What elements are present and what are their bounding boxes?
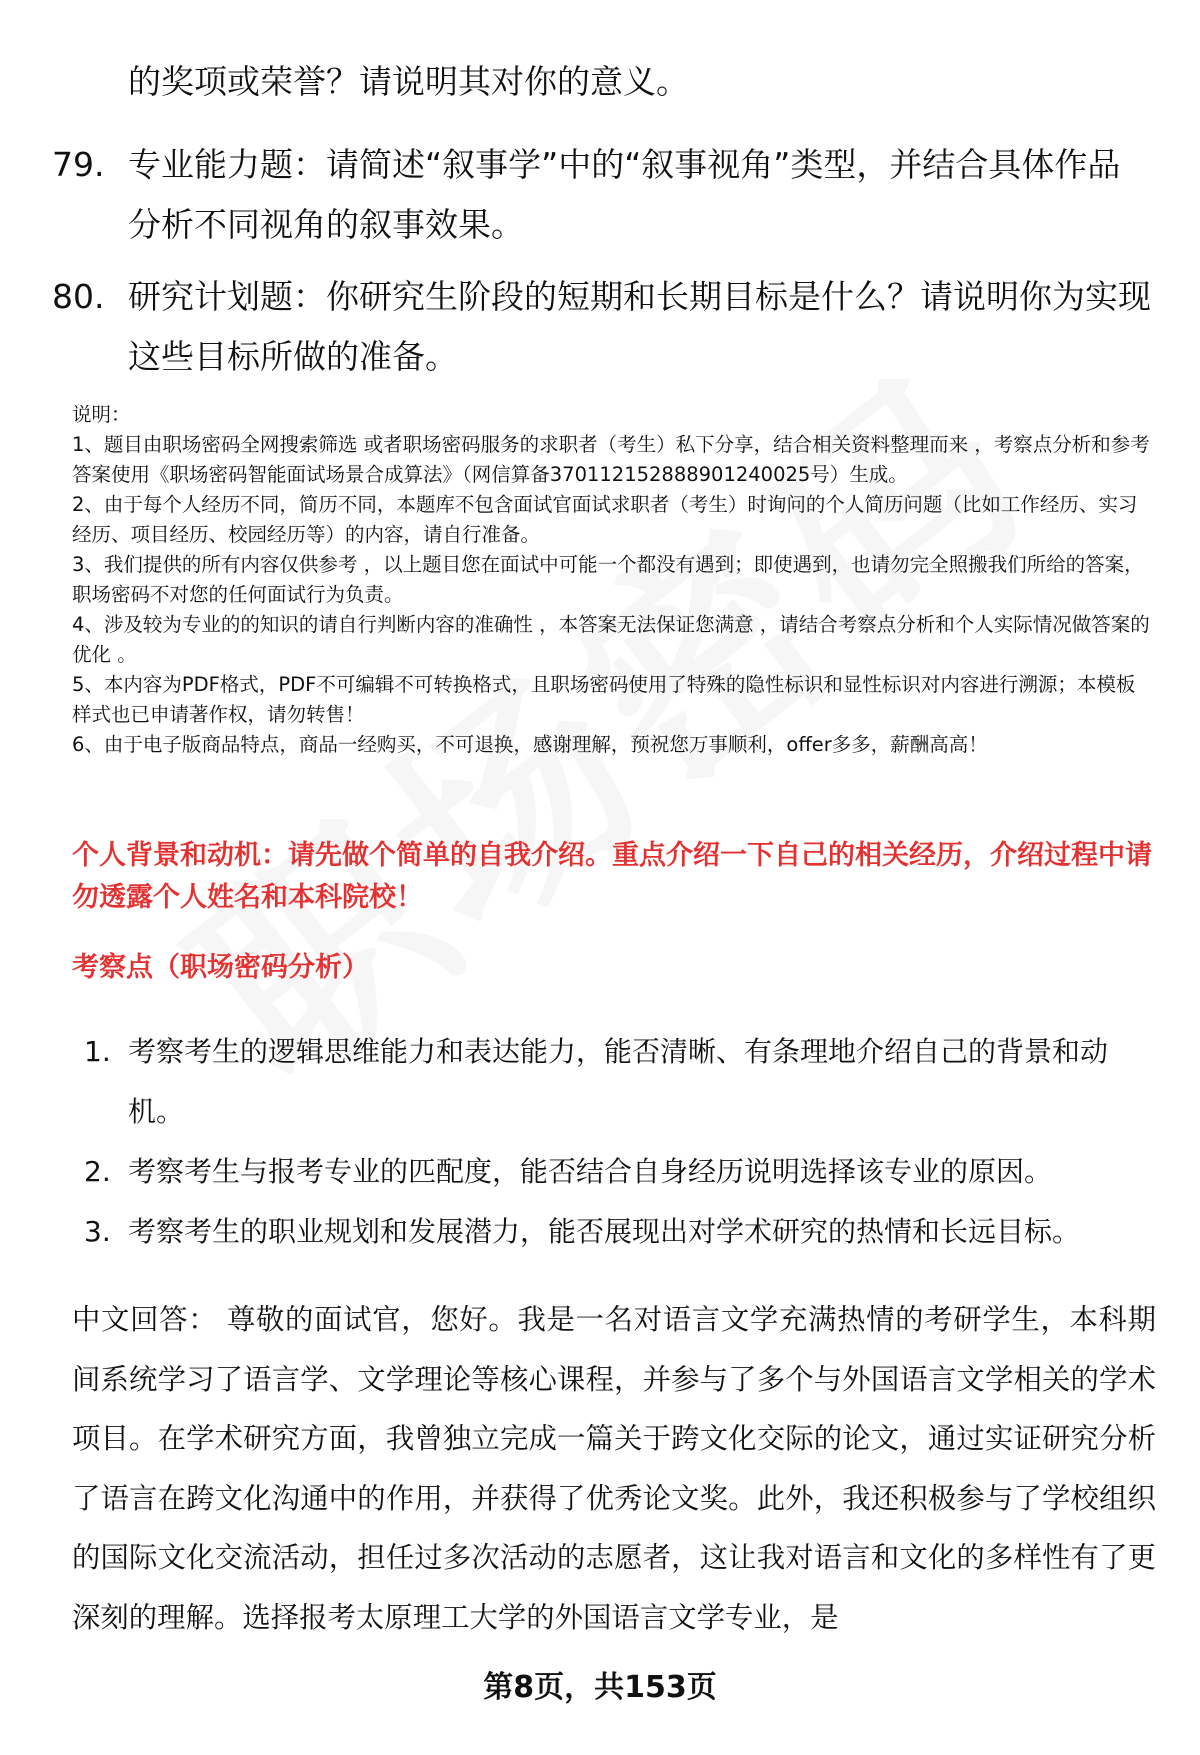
notes-title: 说明： [72, 403, 131, 426]
key-points-list [84, 1022, 1154, 1262]
key-point-number: 2. [84, 1155, 111, 1188]
key-point [84, 1202, 1154, 1262]
question-number: 80. [52, 277, 105, 316]
note-item: 1、题目由职场密码全网搜索筛选 或者职场密码服务的求职者（考生）私下分享，结合相关资料整理而来 ，考察点分析和参考答案使用《职场密码智能面试场景合成算法》（网信算备370112152888901240025号）生成。 [72, 433, 1150, 486]
note-item: 2、由于每个人经历不同，简历不同，本题库不包含面试官面试求职者（考生）时询问的个人简历问题（比如工作经历、实习经历、项目经历、校园经历等）的内容，请自行准备。 [72, 493, 1138, 546]
key-point-text: 考察考生的职业规划和发展潜力，能否展现出对学术研究的热情和长远目标。 [128, 1215, 1081, 1248]
key-point-text: 考察考生的逻辑思维能力和表达能力，能否清晰、有条理地介绍自己的背景和动机。 [128, 1035, 1109, 1128]
page-footer: 第8页，共153页 [483, 1670, 717, 1705]
key-point-number: 3. [84, 1215, 111, 1248]
background-question: 个人背景和动机：请先做个简单的自我介绍。重点介绍一下自己的相关经历，介绍过程中请勿透露个人姓名和本科院校！ [72, 840, 1152, 913]
notes-section [72, 400, 1152, 760]
question-79 [52, 135, 1152, 255]
note-item: 5、本内容为PDF格式，PDF不可编辑不可转换格式，且职场密码使用了特殊的隐性标识和显性标识对内容进行溯源；本模板样式也已申请著作权，请勿转售！ [72, 673, 1136, 726]
note-item: 4、涉及较为专业的的知识的请自行判断内容的准确性 ，本答案无法保证您满意 ，请结合考察点分析和个人实际情况做答案的优化 。 [72, 613, 1150, 666]
question-text: 研究计划题：你研究生阶段的短期和长期目标是什么？请说明你为实现这些目标所做的准备。 [128, 277, 1151, 376]
key-point-number: 1. [84, 1035, 111, 1068]
question-78-continuation: 的奖项或荣誉？请说明其对你的意义。 [128, 62, 689, 101]
key-point [84, 1142, 1154, 1202]
chinese-answer: 中文回答： 尊敬的面试官，您好。我是一名对语言文学充满热情的考研学生，本科期间系统学习了语言学、文学理论等核心课程，并参与了多个与外国语言文学相关的学术项目。在学术研究方面，我曾独立完成一篇关于跨文化交际的论文，通过实证研究分析了语言在跨文化沟通中的作用，并获得了优秀论文奖。此外，我还积极参与了学校组织的国际文化交流活动，担任过多次活动的志愿者，这让我对语言和文化的多样性有了更深刻的理解。选择报考太原理工大学的外国语言文学专业，是 [72, 1303, 1156, 1634]
note-item: 3、我们提供的所有内容仅供参考 ，以上题目您在面试中可能一个都没有遇到；即使遇到，也请勿完全照搬我们所给的答案，职场密码不对您的任何面试行为负责。 [72, 553, 1144, 606]
note-item: 6、由于电子版商品特点，商品一经购买，不可退换，感谢理解，预祝您万事顺利，offer多多，薪酬高高！ [72, 733, 988, 756]
key-point-text: 考察考生与报考专业的匹配度，能否结合自身经历说明选择该专业的原因。 [128, 1155, 1053, 1188]
question-number: 79. [52, 145, 105, 184]
question-80 [52, 267, 1152, 387]
key-point [84, 1022, 1154, 1142]
question-text: 专业能力题：请简述“叙事学”中的“叙事视角”类型，并结合具体作品分析不同视角的叙事效果。 [128, 145, 1121, 244]
key-points-title: 考察点（职场密码分析） [72, 952, 369, 983]
